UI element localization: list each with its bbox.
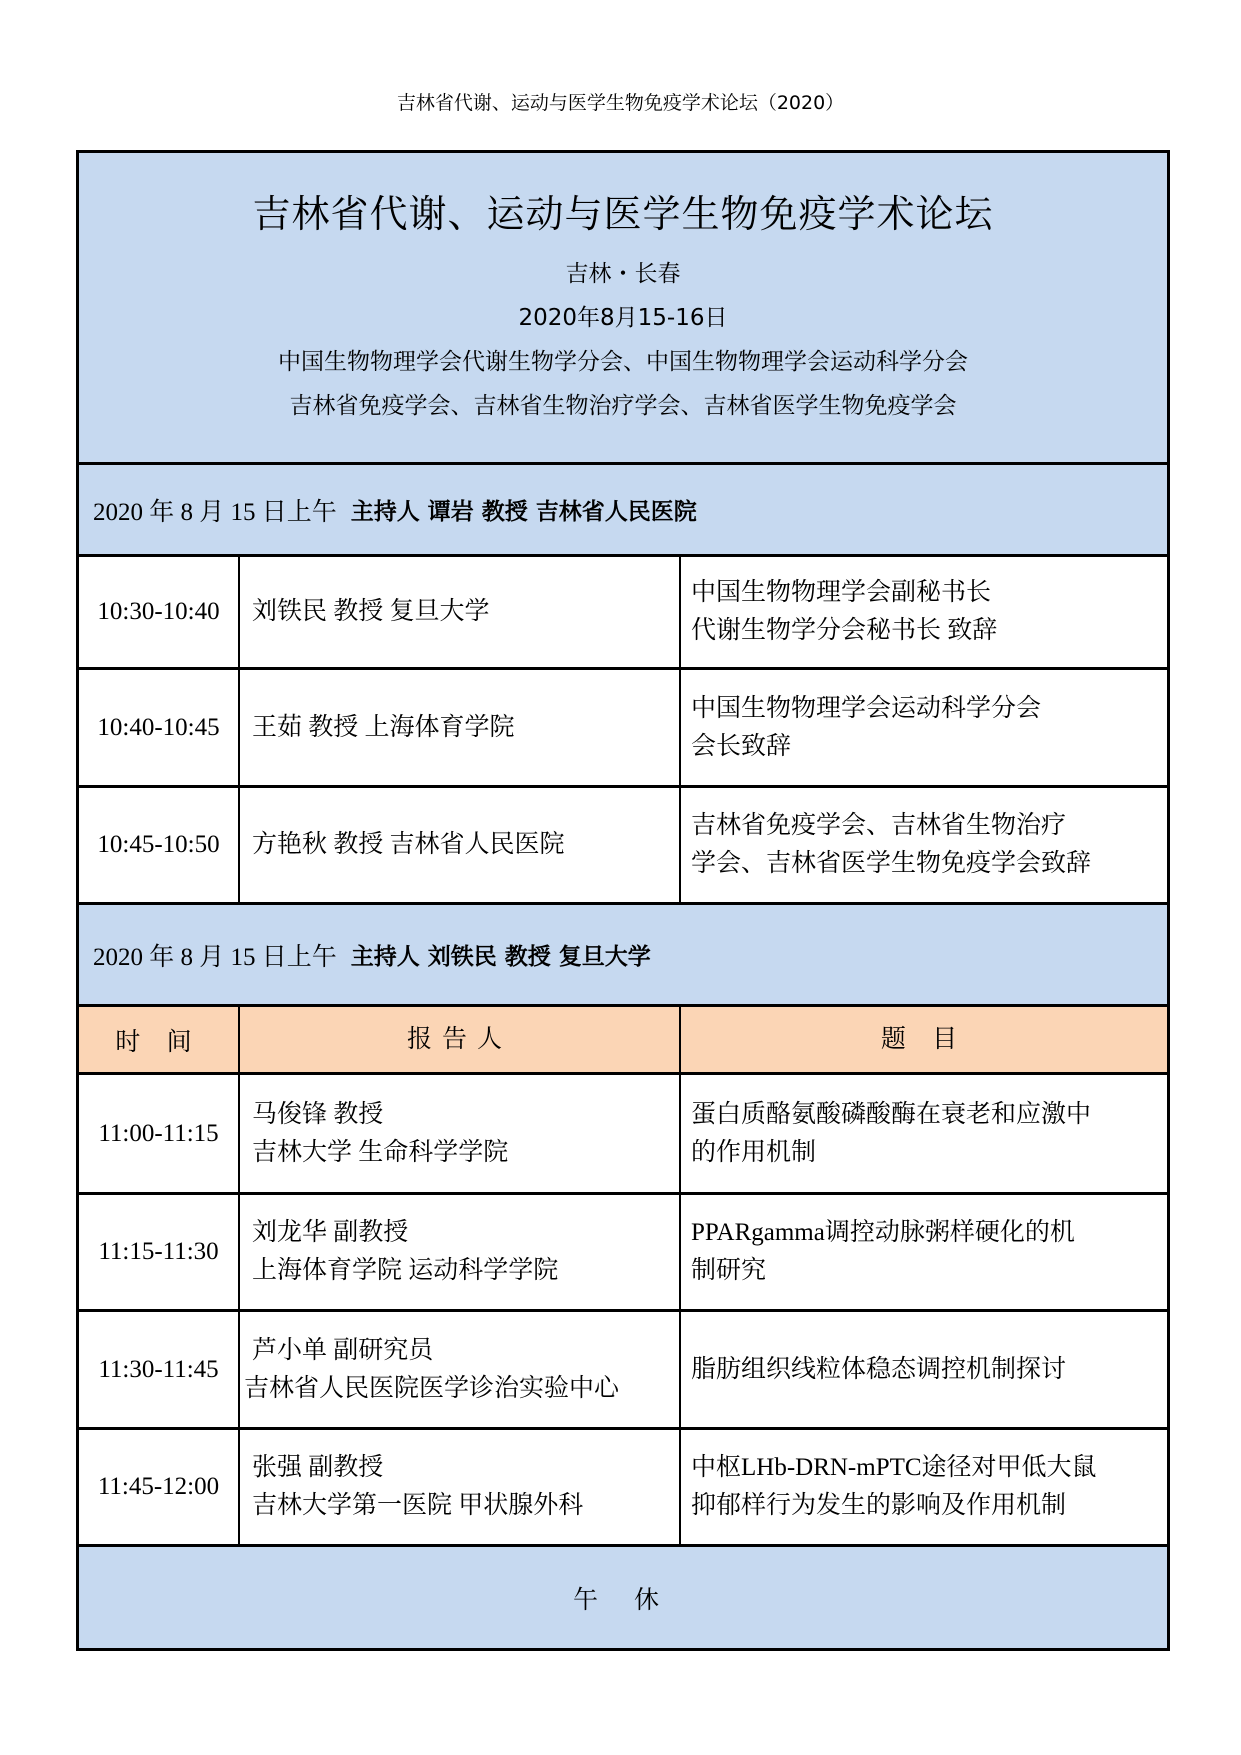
table-row (79, 1309, 1167, 1427)
time-cell: 10:45-10:50 (79, 788, 240, 902)
time-cell: 10:30-10:40 (79, 557, 240, 667)
speaker-cell (240, 788, 681, 902)
topic-cell (681, 788, 1167, 902)
speaker-cell (240, 670, 681, 785)
speaker-cell (240, 1312, 681, 1427)
schedule-table (76, 150, 1170, 1651)
topic-cell (681, 1312, 1167, 1427)
session-2-host: 主持人 刘铁民 教授 复旦大学 (350, 944, 651, 970)
column-header-speaker: 报告人 (240, 1007, 681, 1072)
table-row (79, 554, 1167, 667)
time-cell: 11:15-11:30 (79, 1195, 240, 1309)
topic-line: 吉林省免疫学会、吉林省生物治疗 (691, 812, 1067, 839)
table-row (79, 1427, 1167, 1544)
speaker-line: 芦小单 副研究员 (252, 1336, 434, 1364)
topic-line: 的作用机制 (691, 1138, 817, 1166)
session-2-date: 2020 年 8 月 15 日上午 (93, 943, 337, 971)
table-row (79, 1192, 1167, 1309)
topic-line: 中国生物物理学会副秘书长 (691, 579, 992, 606)
time-cell: 11:45-12:00 (79, 1430, 240, 1544)
table-row (79, 785, 1167, 902)
speaker-line: 上海体育学院 运动科学学院 (252, 1257, 559, 1284)
topic-line: 抑郁样行为发生的影响及作用机制 (691, 1492, 1067, 1519)
speaker-cell (240, 1430, 681, 1544)
session-2-host-row (79, 902, 1167, 1004)
table-row (79, 1072, 1167, 1192)
column-header-time: 时 间 (79, 1007, 240, 1072)
session-1-date: 2020 年 8 月 15 日上午 (93, 498, 337, 526)
forum-banner (79, 153, 1167, 462)
topic-line: 学会、吉林省医学生物免疫学会致辞 (691, 850, 1092, 877)
table-row (79, 667, 1167, 785)
forum-date: 2020年8月15-16日 (518, 305, 728, 331)
page-header: 吉林省代谢、运动与医学生物免疫学术论坛（2020） (396, 92, 845, 114)
speaker-line: 吉林大学第一医院 甲状腺外科 (252, 1492, 584, 1519)
topic-cell (681, 1075, 1167, 1192)
topic-line: 中枢LHb-DRN-mPTC途径对甲低大鼠 (691, 1454, 1097, 1481)
session-1-host: 主持人 谭岩 教授 吉林省人民医院 (350, 499, 697, 525)
time-cell: 10:40-10:45 (79, 670, 240, 785)
topic-cell (681, 557, 1167, 667)
time-cell: 11:30-11:45 (79, 1312, 240, 1427)
lunch-break-row (79, 1544, 1167, 1648)
topic-cell (681, 1195, 1167, 1309)
topic-line: 脂肪组织线粒体稳态调控机制探讨 (691, 1355, 1067, 1383)
speaker-line: 吉林大学 生命科学学院 (252, 1138, 509, 1166)
column-header-row (79, 1004, 1167, 1072)
speaker-line: 马俊锋 教授 (252, 1100, 384, 1128)
topic-line: 会长致辞 (691, 732, 792, 760)
speaker-line: 方艳秋 教授 吉林省人民医院 (252, 831, 565, 858)
speaker-line: 刘铁民 教授 复旦大学 (252, 598, 490, 625)
speaker-line: 刘龙华 副教授 (252, 1219, 409, 1246)
speaker-line: 王茹 教授 上海体育学院 (252, 713, 515, 741)
session-1-host-row (79, 462, 1167, 554)
speaker-line: 张强 副教授 (252, 1454, 384, 1481)
forum-location: 吉林・长春 (565, 261, 681, 287)
topic-line: PPARgamma调控动脉粥样硬化的机 (691, 1219, 1075, 1246)
speaker-cell (240, 557, 681, 667)
speaker-cell (240, 1195, 681, 1309)
topic-cell (681, 670, 1167, 785)
speaker-line: 吉林省人民医院医学诊治实验中心 (244, 1374, 620, 1402)
organizers-line-1: 中国生物物理学会代谢生物学分会、中国生物物理学会运动科学分会 (278, 349, 968, 375)
topic-line: 代谢生物学分会秘书长 致辞 (691, 617, 998, 644)
topic-line: 蛋白质酪氨酸磷酸酶在衰老和应激中 (691, 1100, 1092, 1128)
topic-cell (681, 1430, 1167, 1544)
lunch-break-label: 午 休 (573, 1584, 673, 1614)
speaker-cell (240, 1075, 681, 1192)
time-cell: 11:00-11:15 (79, 1075, 240, 1192)
column-header-topic: 题 目 (880, 1025, 968, 1053)
topic-line: 中国生物物理学会运动科学分会 (691, 694, 1042, 722)
organizers-line-2: 吉林省免疫学会、吉林省生物治疗学会、吉林省医学生物免疫学会 (289, 393, 957, 419)
topic-line: 制研究 (691, 1257, 767, 1284)
forum-title: 吉林省代谢、运动与医学生物免疫学术论坛 (252, 192, 994, 236)
